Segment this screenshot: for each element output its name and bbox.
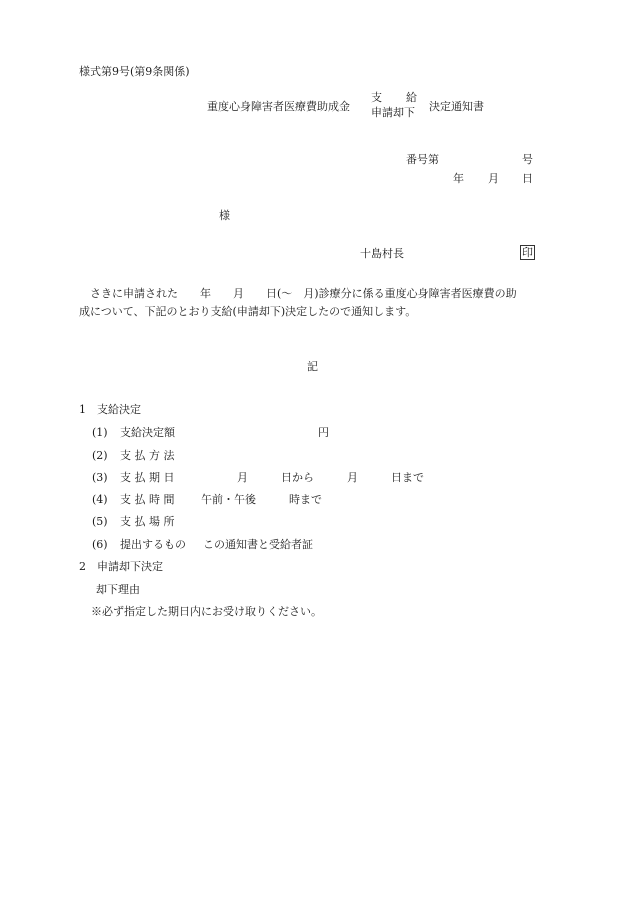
note-text: ※必ず指定した期日内にお受け取りください。	[91, 605, 322, 618]
item-4-value: 午前・午後 時まで	[201, 493, 322, 506]
issuer-name: 十島村長	[360, 247, 404, 260]
item-5-num: (5)	[92, 515, 108, 528]
section1-heading: 1 支給決定	[79, 403, 141, 416]
seal-mark: 印	[522, 246, 533, 259]
item-1-num: (1)	[92, 426, 108, 439]
item-6-label: 提出するもの	[120, 538, 186, 551]
item-6-num: (6)	[92, 538, 108, 551]
title-suffix: 決定通知書	[429, 100, 484, 113]
date-year: 年	[453, 172, 464, 185]
item-1-value: 円	[318, 426, 329, 439]
reject-reason-label: 却下理由	[96, 583, 140, 596]
item-6-value: この通知書と受給者証	[203, 538, 313, 551]
body-line-1: さきに申請された 年 月 日(～ 月)診療分に係る重度心身障害者医療費の助	[90, 287, 517, 300]
item-4-num: (4)	[92, 493, 108, 506]
body-line-2: 成について、下記のとおり支給(申請却下)決定したので通知します。	[79, 305, 417, 318]
item-2-num: (2)	[92, 449, 108, 462]
form-label: 様式第9号(第9条関係)	[79, 65, 190, 78]
date-day: 日	[522, 172, 533, 185]
title-option-top-2: 給	[406, 91, 417, 104]
item-5-label: 支 払 場 所	[120, 515, 175, 528]
title-main: 重度心身障害者医療費助成金	[207, 100, 350, 113]
title-option-stack	[371, 92, 417, 118]
item-4-label: 支 払 時 間	[120, 493, 175, 506]
number-prefix: 番号第	[406, 153, 439, 166]
item-3-label: 支 払 期 日	[120, 471, 175, 484]
item-2-label: 支 払 方 法	[120, 449, 175, 462]
title-option-top-1: 支	[371, 91, 382, 104]
item-1-label: 支給決定額	[120, 426, 175, 439]
item-3-num: (3)	[92, 471, 108, 484]
ki-heading: 記	[307, 360, 318, 373]
section2-heading: 2 申請却下決定	[79, 560, 163, 573]
date-month: 月	[488, 172, 499, 185]
title-option-bottom: 申請却下	[371, 106, 415, 119]
number-suffix: 号	[522, 153, 533, 166]
item-3-value: 月 日から 月 日まで	[237, 471, 424, 484]
addressee-suffix: 様	[219, 209, 230, 222]
